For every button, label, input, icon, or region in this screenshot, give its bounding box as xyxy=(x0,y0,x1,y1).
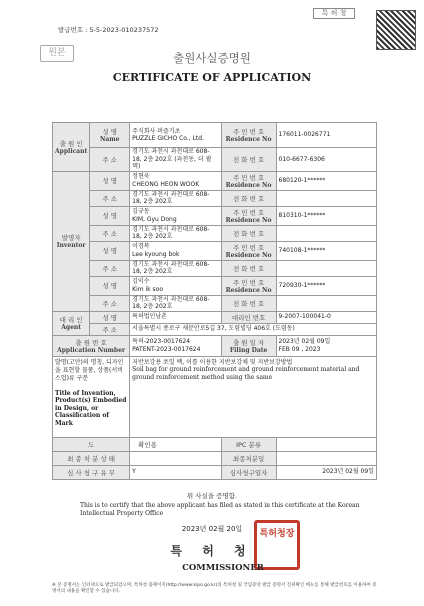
inventor-addr-label: 주 소 xyxy=(90,260,130,276)
inventor-resno: 740108-1****** xyxy=(276,241,376,260)
inventor-name-label: 성 명 xyxy=(90,171,130,190)
exam-request-label: 심 사 청 구 유 무 xyxy=(53,465,130,479)
inventor-phone xyxy=(276,295,376,311)
original-stamp: 원본 xyxy=(40,45,74,62)
inventor-phone-label: 전 화 번 호 xyxy=(221,295,276,311)
office-name: 특 허 청 xyxy=(170,544,254,558)
inventor-addr-label: 주 소 xyxy=(90,295,130,311)
do-label: 도 xyxy=(53,437,130,451)
certify-text-en: This is to certify that the above applicant has filed as stated in this certificate at the Korean Intellectual Property Office xyxy=(80,502,360,517)
exam-date-label: 심사청구일자 xyxy=(221,465,276,479)
invention-title-label: 발명(고안)의 명칭, 디자인을 표현할 물품, 상품(서비스업)류 구분 Title of Invention, Product(s) Embodied in Design, or Classification of Mark xyxy=(53,356,130,437)
commissioner-title: COMMISSIONER xyxy=(182,563,264,573)
inventor-phone-label: 전 화 번 호 xyxy=(221,190,276,206)
inventor-name: 정현욱 CHEONG HEON WOOK xyxy=(130,171,222,190)
final-date-value xyxy=(276,451,376,465)
page-title-en: CERTIFICATE OF APPLICATION xyxy=(112,71,312,84)
agent-name: 특허법인남촌 xyxy=(130,311,222,323)
inventor-phone xyxy=(276,225,376,241)
filing-date: 2023년 02월 09일 FEB 09 , 2023 xyxy=(276,335,376,356)
inventor-resno: 680120-1****** xyxy=(276,171,376,190)
confirm-cell: 확인용 xyxy=(130,437,222,451)
inventor-name-label: 성 명 xyxy=(90,206,130,225)
applicant-resno: 176011-0026771 xyxy=(276,123,376,148)
agent-group-label: 대 리 인 Agent xyxy=(53,311,90,335)
inventor-phone-label: 전 화 번 호 xyxy=(221,260,276,276)
inventor-name-label: 성 명 xyxy=(90,241,130,260)
applicant-resno-label: 주 민 번 호 Residence No xyxy=(221,123,276,148)
official-seal-icon: 특허청장 xyxy=(254,520,300,570)
agent-code-label: 대리인 번호 xyxy=(221,311,276,323)
final-status-value xyxy=(130,451,222,465)
inventor-name: 이경복 Lee kyoung bok xyxy=(130,241,222,260)
applicant-group-label: 출 원 인 Applicant xyxy=(53,123,90,172)
inventor-phone xyxy=(276,190,376,206)
inventor-resno-label: 주 민 번 호 Residence No xyxy=(221,241,276,260)
inventor-resno-label: 주 민 번 호 Residence No xyxy=(221,206,276,225)
page-title-ko: 출원사실증명원 xyxy=(173,51,251,65)
agent-address: 서울특별시 종로구 새문안로5길 37, 도렴빌딩 406호 (도렴동) xyxy=(130,323,377,335)
kipo-logo: 특 허 청 xyxy=(313,8,355,19)
qr-code-icon xyxy=(376,10,416,50)
final-date-label: 최종처분일 xyxy=(221,451,276,465)
applicant-phone-label: 전 화 번 호 xyxy=(221,148,276,172)
certify-text-ko: 위 사실을 증명함. xyxy=(186,492,238,500)
inventor-name: 김익수 Kim ik soo xyxy=(130,276,222,295)
inventor-addr-label: 주 소 xyxy=(90,225,130,241)
inventor-group-label: 발명자 Inventor xyxy=(53,171,90,311)
inventor-resno: 810310-1****** xyxy=(276,206,376,225)
applicant-addr-label: 주 소 xyxy=(90,148,130,172)
exam-date-value: 2023년 02월 09일 xyxy=(276,465,376,479)
inventor-resno-label: 주 민 번 호 Residence No xyxy=(221,171,276,190)
inventor-address: 경기도 과천시 과천대로 608-18, 2층 202호 xyxy=(130,225,222,241)
inventor-phone xyxy=(276,260,376,276)
filing-date-label: 출 원 일 자 Filing Date xyxy=(221,335,276,356)
applicant-address: 경기도 과천시 과천대로 608-18, 2층 202호 (과천동, 더 퀄텍) xyxy=(130,148,222,172)
agent-code: 9-2007-100041-0 xyxy=(276,311,376,323)
application-number: 특허-2023-0017624 PATENT-2023-0017624 xyxy=(130,335,222,356)
ipc-value xyxy=(276,437,376,451)
inventor-address: 경기도 과천시 과천대로 608-18, 2층 202호 xyxy=(130,190,222,206)
certificate-table xyxy=(52,122,377,480)
footnote: ※ 본 증명서는 인터넷으로 발급되었으며, 특허청 홈페이지(http://www.kipo.go.kr)의 특허청 및 국립중앙 발급 증명서 진위확인 메뉴를 통해 발급번호를 이용하여 증명서의 내용을 확인할 수 있습니다. xyxy=(52,583,377,594)
inventor-resno: 720930-1****** xyxy=(276,276,376,295)
inventor-addr-label: 주 소 xyxy=(90,190,130,206)
final-status-label: 최 종 처 분 상 태 xyxy=(53,451,130,465)
inventor-phone-label: 전 화 번 호 xyxy=(221,225,276,241)
inventor-name-label: 성 명 xyxy=(90,276,130,295)
exam-request-value: Y xyxy=(130,465,222,479)
inventor-address: 경기도 과천시 과천대로 608-18, 2층 202호 xyxy=(130,295,222,311)
invention-title: 지반보강용 쏘일 백, 이를 이용한 지반보강체 및 지반보강방법 Soil bag for ground reinforcement and ground reinforcement material and ground reinforcement method using the same xyxy=(130,356,377,437)
issue-date: 2023년 02월 20일 xyxy=(181,525,243,533)
application-no-label: 출 원 번 호 Application Number xyxy=(53,335,130,356)
agent-addr-label: 주 소 xyxy=(90,323,130,335)
ipc-label: IPC 분류 xyxy=(221,437,276,451)
agent-name-label: 성 명 xyxy=(90,311,130,323)
applicant-name: 주식회사 퍼즐기초 PUZZLE GICHO Co., Ltd. xyxy=(130,123,222,148)
inventor-resno-label: 주 민 번 호 Residence No xyxy=(221,276,276,295)
applicant-phone: 010-6677-6306 xyxy=(276,148,376,172)
applicant-name-label: 성 명 Name xyxy=(90,123,130,148)
inventor-address: 경기도 과천시 과천대로 608-18, 2층 202호 xyxy=(130,260,222,276)
inventor-name: 김규동 KIM, Gyu Dong xyxy=(130,206,222,225)
issue-number: 발급번호 : 5-5-2023-010237572 xyxy=(58,26,159,34)
